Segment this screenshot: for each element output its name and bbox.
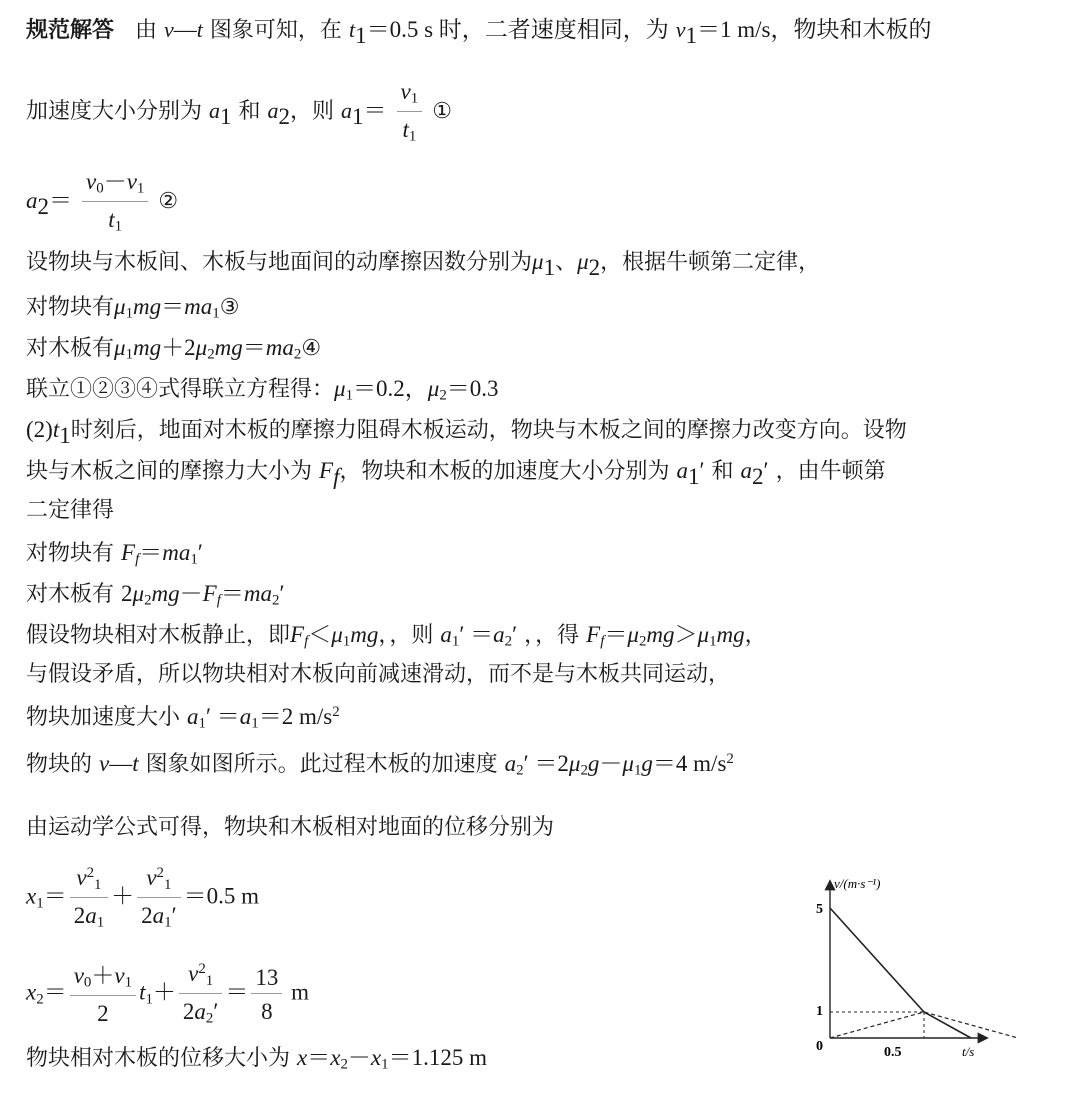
equation-a2: $a_2=$ $\frac{v_0-v_1}{t_1}$ ② — [26, 169, 179, 235]
x-tick-label-0.5: 0.5 — [884, 1045, 902, 1060]
y-tick-label-1: 1 — [816, 1004, 823, 1019]
line-16: 物块的 v—t 图象如图所示。此过程木板的加速度 $a_2' =2\mu_2g-\mu_1g=4$ $m/s^2$ — [26, 751, 734, 779]
equation-x1: $x_1=$ $\frac{v^2_1}{2a_1}$ ＋ $\frac{v^2_1}{2a_1'}$ ＝0.5 m — [26, 865, 260, 931]
origin-label: 0 — [816, 1039, 823, 1054]
line-4: 设物块与木板间、木板与地面间的动摩擦因数分别为$\mu_1$、$\mu_2$，根据牛顿第二定律， — [26, 249, 821, 280]
line-12: 对木板有 $2\mu_2mg-F_f=ma_2'$ — [26, 581, 285, 609]
vt-chart — [800, 868, 1020, 1068]
line-17: 由运动学公式可得，物块和木板相对地面的位移分别为 — [26, 815, 555, 840]
y-tick-label-5: 5 — [816, 902, 823, 917]
fraction-a1: $\frac{v_1}{t_1}$ — [397, 80, 423, 144]
line-11: 对物块有 $F_f=ma_1'$ — [26, 540, 203, 568]
line-6: 对木板有$\mu_1mg+2\mu_2mg=ma_2④$ — [26, 335, 322, 363]
solution-heading: 规范解答 — [26, 18, 115, 43]
line-8: $(2)t_1$时刻后，地面对木板的摩擦力阻碍木板运动，物块与木板之间的摩擦力改变方向。设物 — [26, 417, 907, 448]
math-v: v — [164, 17, 174, 42]
line-13: 假设物块相对木板静止，即$F_f<\mu_1mg$，，则 $a_1' =a_2'$ ，，得 $F_f=\mu_2mg>\mu_1mg$， — [26, 622, 767, 650]
fraction-a2: $\frac{v_0-v_1}{t_1}$ — [82, 170, 148, 234]
y-axis-label: v/(m·s⁻¹) — [834, 876, 881, 891]
line-15: 物块加速度大小 $a_1' =a_1=2$ $m/s^2$ — [26, 704, 340, 732]
line-1: 规范解答 由 v—t 图象可知，在 $t_1=0.5$ s 时，二者速度相同，为 $v_1=1$ m/s，物块和木板的 — [26, 17, 932, 48]
line-9: 块与木板之间的摩擦力大小为 $F_f$，物块和木板的加速度大小分别为 $a_1'$ 和 $a_2'$ ，由牛顿第 — [26, 458, 886, 489]
line-2: 加速度大小分别为 $a_1$ 和 $a_2$，则 $a_1=$ $\frac{v_1}{t_1}$ ① — [26, 79, 452, 145]
x-axis-label: t/s — [962, 1044, 975, 1059]
line-7: 联立①②③④式得联立方程得：$\mu_1=0.2$，$\mu_2=0.3$ — [26, 376, 499, 404]
line-5: 对物块有$\mu_1mg=ma_1③$ — [26, 294, 240, 322]
line-10: 二定律得 — [26, 498, 115, 523]
line-final: 物块相对木板的位移大小为 $x=x_2-x_1=1.125$ m — [26, 1045, 487, 1073]
equation-x2: $x_2=$ $\frac{v_0+v_1}{2}$ $t_1+$ $\frac{v^2_1}{2a_2'}$ ＝ $\frac{13}{8}$ m — [26, 961, 310, 1027]
line-14: 与假设矛盾，所以物块相对木板向前减速滑动，而不是与木板共同运动， — [26, 662, 731, 687]
